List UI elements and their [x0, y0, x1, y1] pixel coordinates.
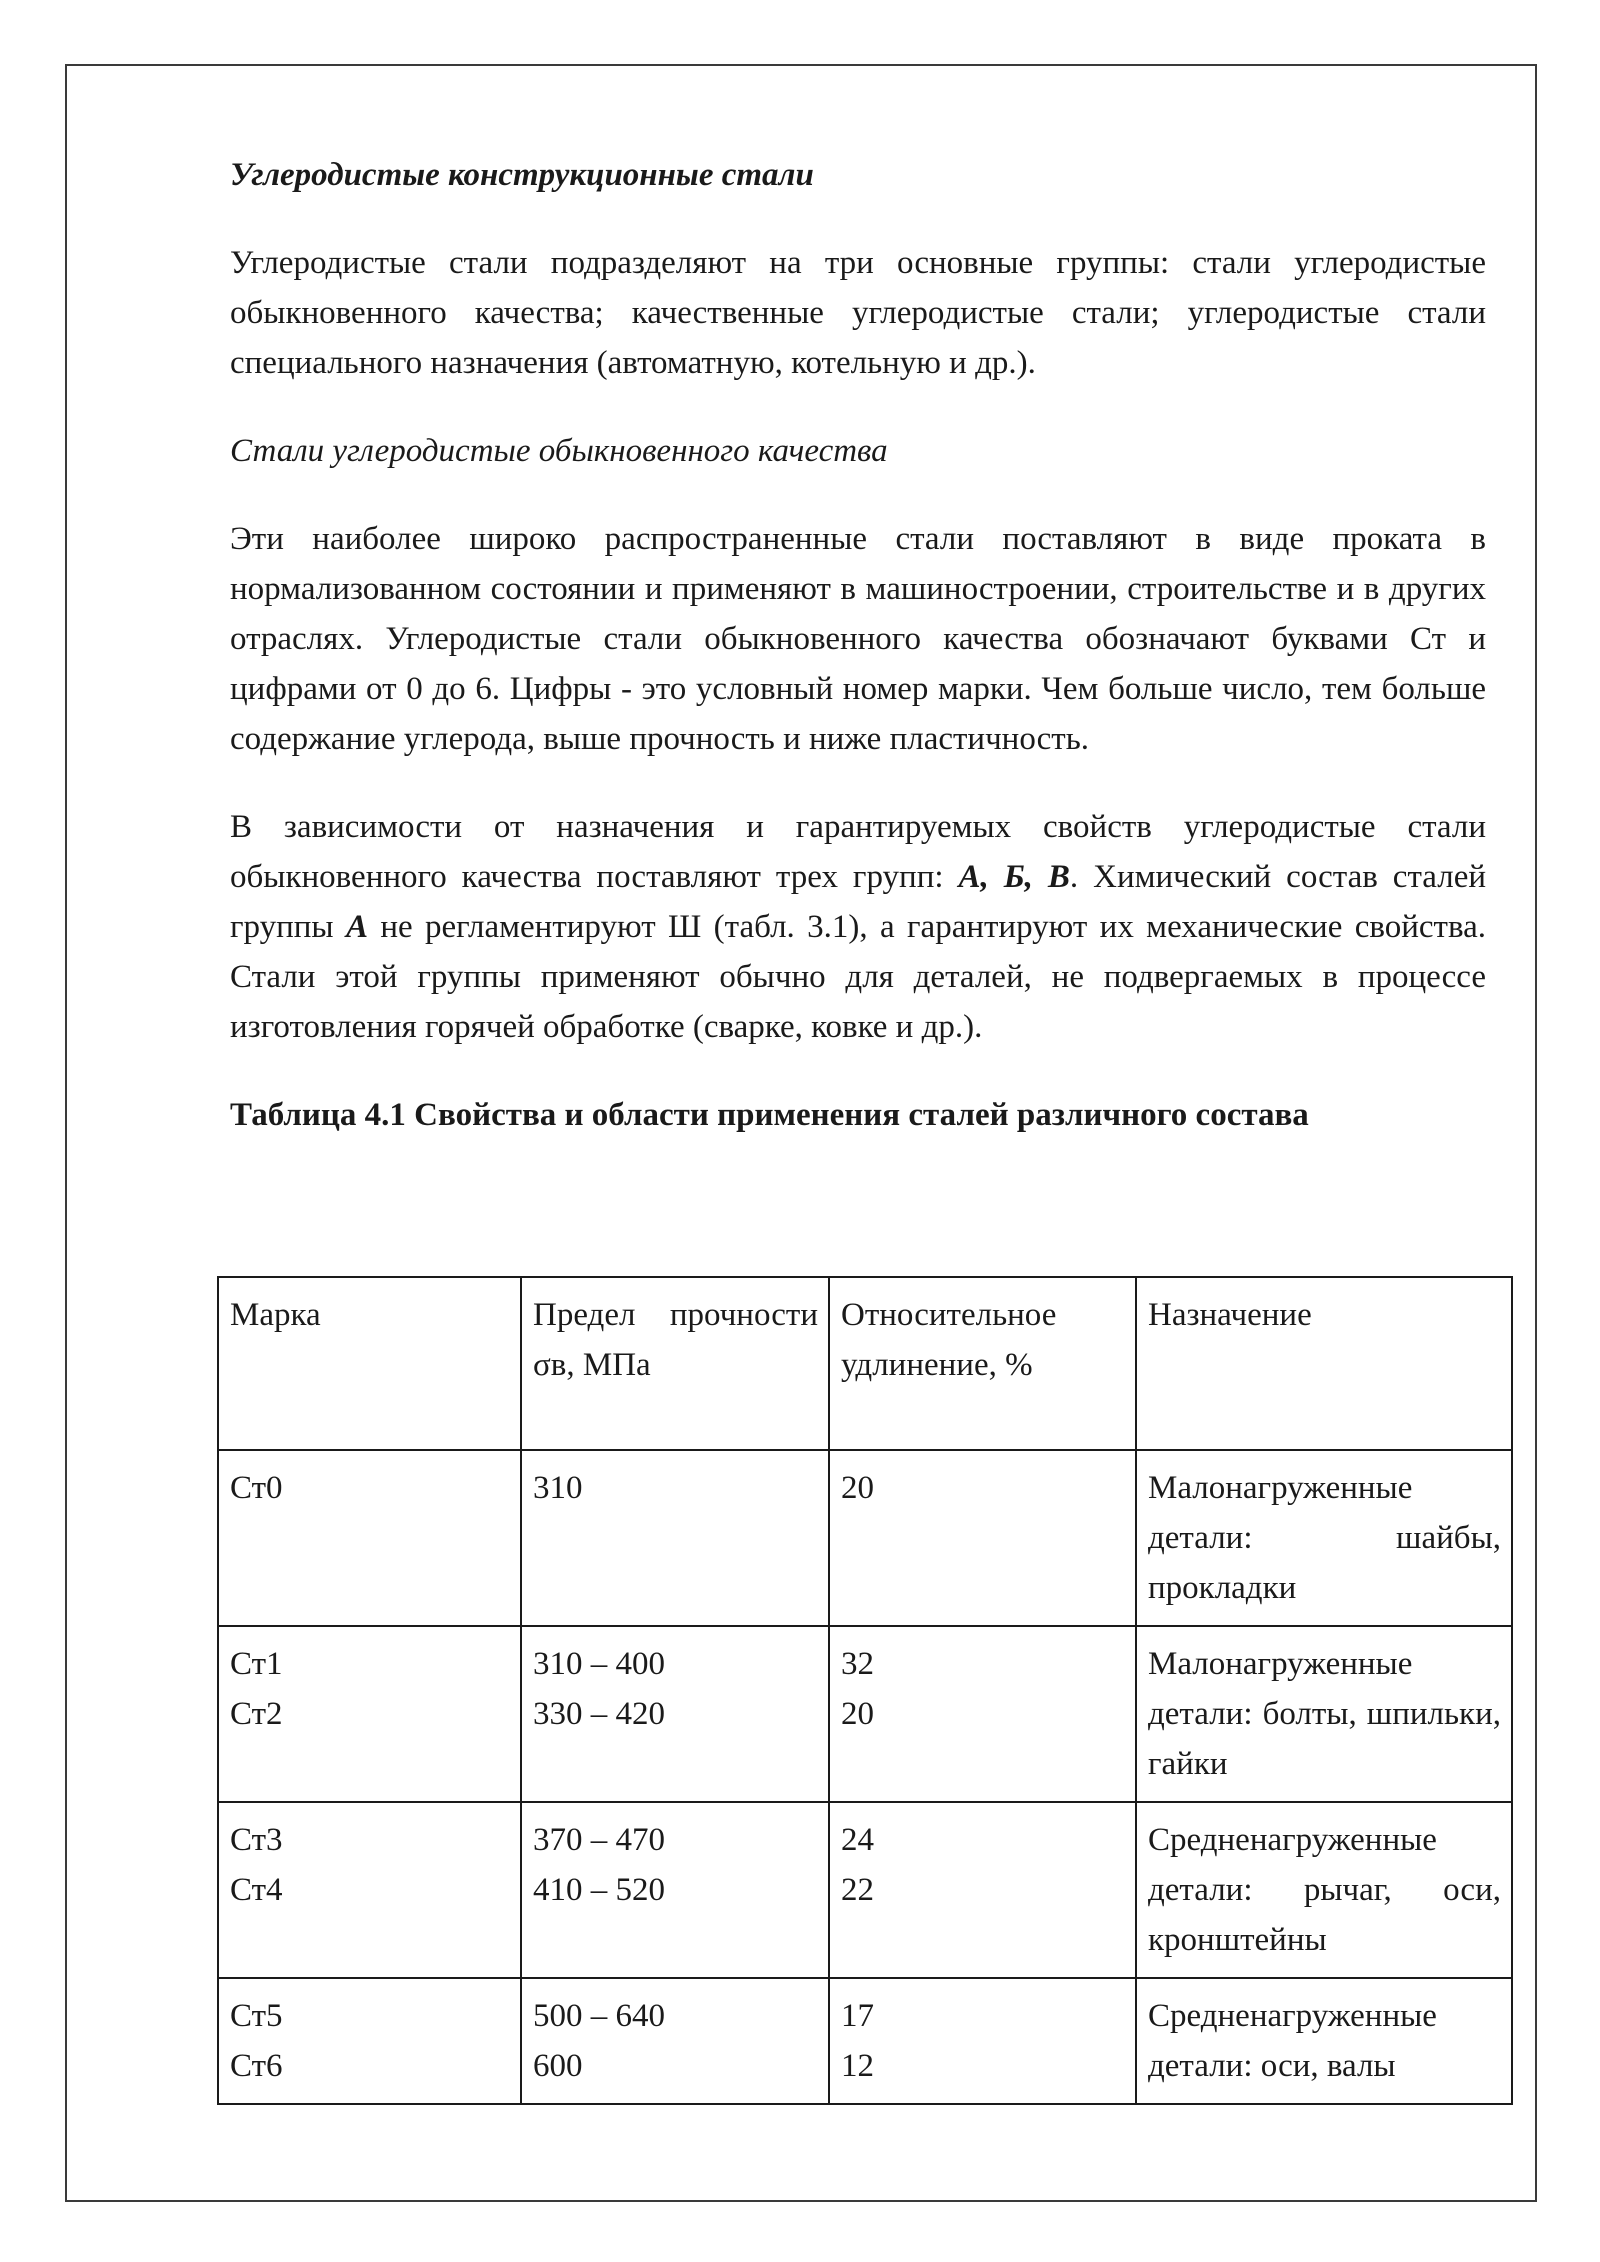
- elongation-cell: [829, 1450, 1136, 1626]
- elongation-cell-line: 24: [841, 1822, 874, 1858]
- strength-cell: [521, 1978, 829, 2104]
- table-row: [218, 1450, 1512, 1626]
- table-row: [218, 1978, 1512, 2104]
- strength-cell-line: 370 – 470: [533, 1822, 665, 1858]
- elongation-cell-line: 32: [841, 1646, 874, 1682]
- table-row: [218, 1626, 1512, 1802]
- purpose-cell: Средненагруженные детали: рычаг, оси, кронштейны: [1136, 1802, 1512, 1978]
- grade-cell-line: Ст6: [230, 2048, 283, 2084]
- grade-cell-line: Ст0: [230, 1470, 283, 1506]
- purpose-cell: Малонагруженные детали: шайбы, прокладки: [1136, 1450, 1512, 1626]
- header-cell-strength: Предел прочности σв, МПа: [521, 1277, 829, 1450]
- strength-cell: [521, 1626, 829, 1802]
- elongation-cell: [829, 1626, 1136, 1802]
- purpose-cell: Малонагруженные детали: болты, шпильки, гайки: [1136, 1626, 1512, 1802]
- elongation-cell-line: 12: [841, 2048, 874, 2084]
- paragraph-steel-groups: [230, 802, 1486, 1052]
- elongation-cell-line: 20: [841, 1470, 874, 1506]
- strength-cell-line: 600: [533, 2048, 583, 2084]
- groups-emphasis: А, Б, В: [958, 859, 1070, 895]
- header-cell-purpose: Назначение: [1136, 1277, 1512, 1450]
- elongation-cell: [829, 1978, 1136, 2104]
- table-header-row: [218, 1277, 1512, 1450]
- grade-cell: [218, 1978, 521, 2104]
- table-row: [218, 1802, 1512, 1978]
- grade-cell: [218, 1450, 521, 1626]
- section-title: Углеродистые конструкционные стали: [230, 157, 814, 193]
- header-cell-elongation: Относительное удлинение, %: [829, 1277, 1136, 1450]
- group-a-emphasis: А: [345, 909, 368, 945]
- strength-cell-line: 310 – 400: [533, 1646, 665, 1682]
- purpose-cell: Средненагруженные детали: оси, валы: [1136, 1978, 1512, 2104]
- strength-cell-line: 330 – 420: [533, 1696, 665, 1732]
- strength-cell-line: 310: [533, 1470, 583, 1506]
- subsection-title: Стали углеродистые обыкновенного качества: [230, 433, 888, 469]
- paragraph-text: не регламентируют Ш (табл. 3.1), а гарантируют их механические свойства. Стали этой группы применяют обычно для деталей, не подвергаемых в процессе изготовления горячей обработке (сварке, ковке и др.).: [230, 909, 1487, 1045]
- table-caption: Таблица 4.1 Свойства и области применения сталей различного состава: [230, 1097, 1309, 1133]
- grade-cell: [218, 1626, 521, 1802]
- header-cell-grade: Марка: [218, 1277, 521, 1450]
- grade-cell-line: Ст1: [230, 1646, 283, 1682]
- strength-cell-line: 500 – 640: [533, 1998, 665, 2034]
- strength-cell: [521, 1450, 829, 1626]
- grade-cell: [218, 1802, 521, 1978]
- elongation-cell: [829, 1802, 1136, 1978]
- elongation-cell-line: 17: [841, 1998, 874, 2034]
- grade-cell-line: Ст2: [230, 1696, 283, 1732]
- paragraph-text: . Химический состав сталей группы: [230, 859, 1486, 945]
- intro-paragraph: Углеродистые стали подразделяют на три основные группы: стали углеродистые обыкновенного качества; качественные углеродистые стали; углеродистые стали специального назначения (автоматную, котельную и др.).: [230, 245, 1486, 381]
- elongation-cell-line: 20: [841, 1696, 874, 1732]
- grade-cell-line: Ст3: [230, 1822, 283, 1858]
- grade-cell-line: Ст4: [230, 1872, 283, 1908]
- paragraph-ordinary-steels: Эти наиболее широко распространенные стали поставляют в виде проката в нормализованном состоянии и применяют в машиностроении, строительстве и в других отраслях. Углеродистые стали обыкновенного качества обозначают буквами Ст и цифрами от 0 до 6. Цифры - это условный номер марки. Чем больше число, тем больше содержание углерода, выше прочность и ниже пластичность.: [230, 521, 1486, 757]
- paragraph-text: В зависимости от назначения и гарантируемых свойств углеродистые стали обыкновенного качества поставляют трех групп:: [230, 809, 1486, 895]
- steel-properties-table: [217, 1276, 1513, 2105]
- grade-cell-line: Ст5: [230, 1998, 283, 2034]
- elongation-cell-line: 22: [841, 1872, 874, 1908]
- document-body: [230, 150, 1486, 1177]
- strength-cell: [521, 1802, 829, 1978]
- strength-cell-line: 410 – 520: [533, 1872, 665, 1908]
